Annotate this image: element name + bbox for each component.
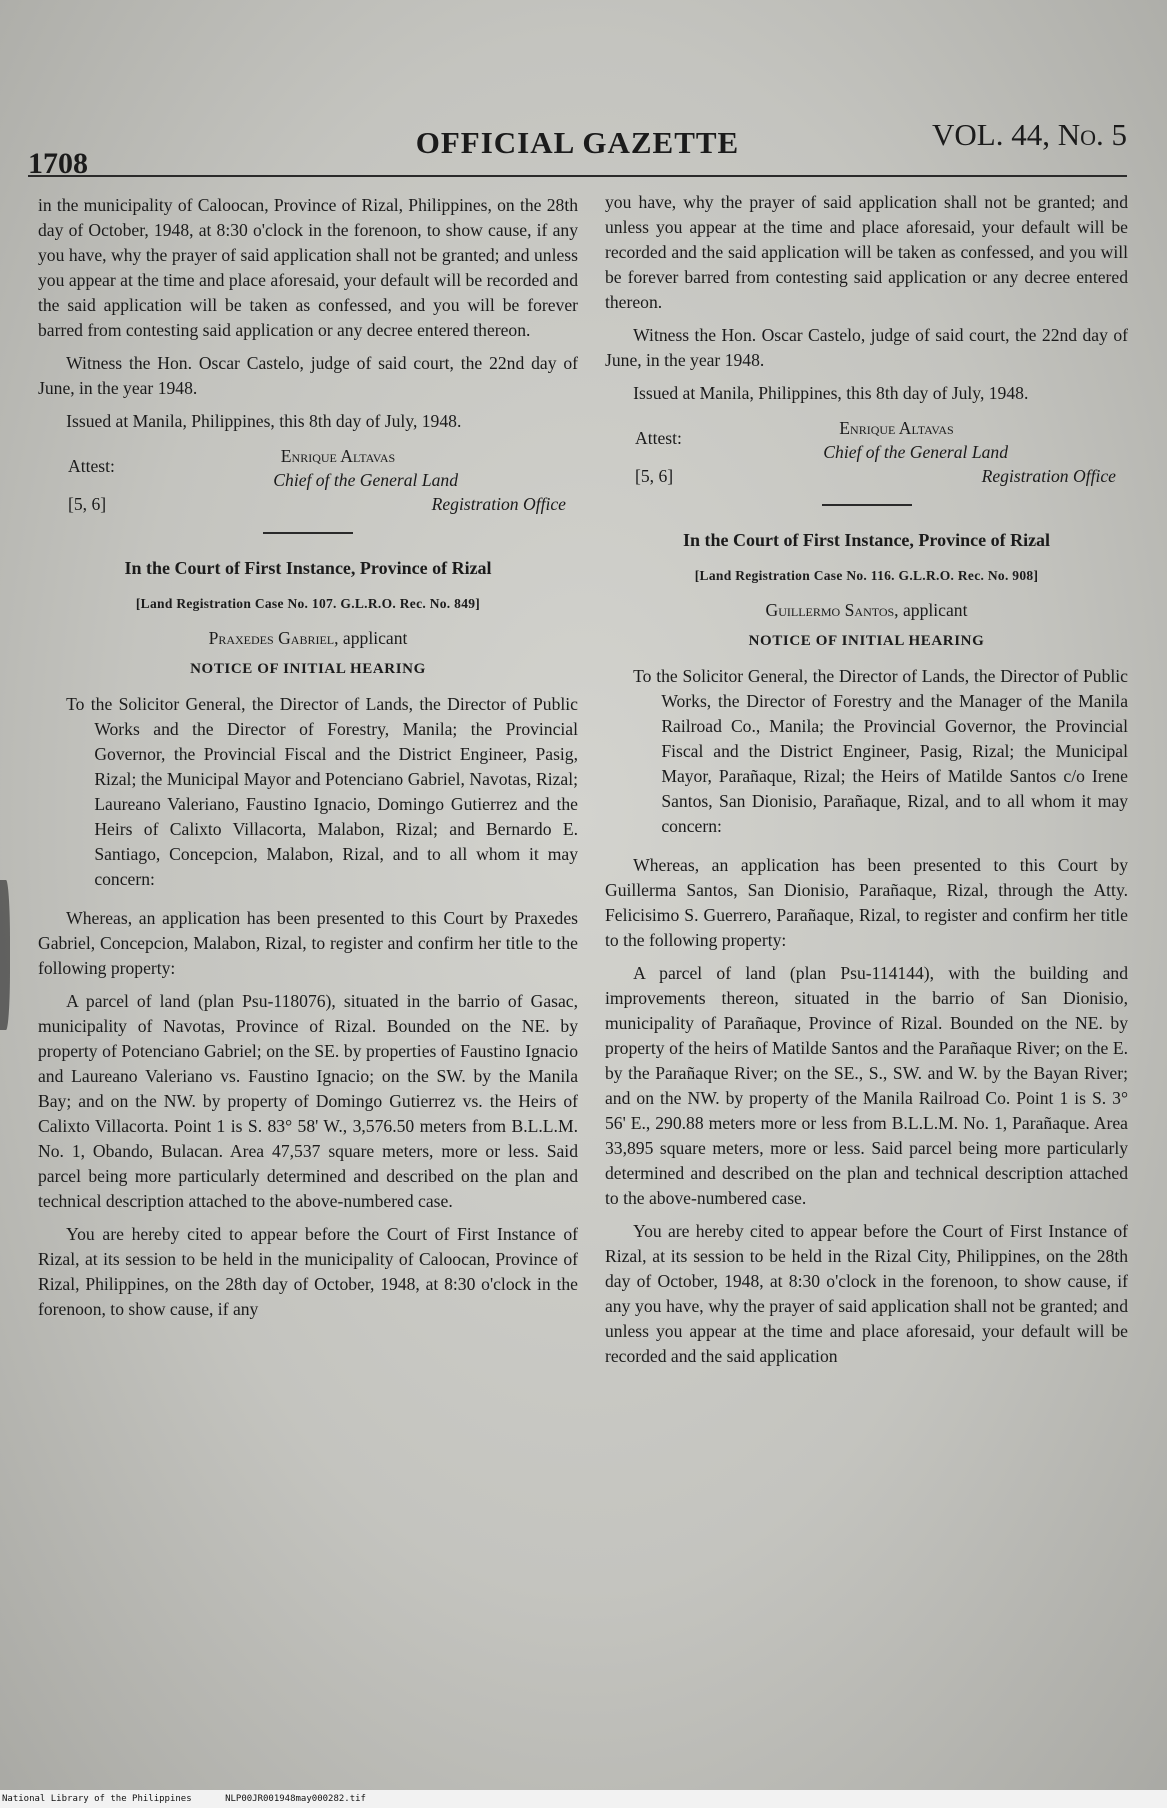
right-court-heading: In the Court of First Instance, Province of Rizal — [682, 530, 1051, 550]
right-applicant-role: applicant — [898, 600, 968, 620]
right-attest-name: Enrique Altavas — [839, 418, 954, 438]
left-issued: Issued at Manila, Philippines, this 8th day of July, 1948. — [66, 411, 462, 431]
binding-shadow — [0, 880, 10, 1030]
left-attest-block — [38, 442, 578, 520]
right-notice-heading: NOTICE OF INITIAL HEARING — [748, 633, 985, 649]
right-citation: You are hereby cited to appear before the Court of First Instance of Rizal, at its session to be held in the Rizal City, Philippines, on the 28th day of October, 1948, at 8:30 o'clock in the forenoon, to show cause, if any you have, why the prayer of said application shall not be granted; and unless you appear at the time and place aforesaid, your default will be recorded and the said application — [605, 1221, 1128, 1366]
right-column — [605, 190, 1128, 1377]
right-attest-label: Attest: — [635, 428, 682, 448]
left-whereas: Whereas, an application has been presented to this Court by Praxedes Gabriel, Concepcion, Malabon, Rizal, to register and confirm her title to the following property: — [38, 908, 578, 978]
footer-library: National Library of the Philippines — [2, 1794, 192, 1804]
right-whereas: Whereas, an application has been presented to this Court by Guillerma Santos, San Dionisio, Parañaque, Rizal, through the Atty. Felicisimo S. Guerrero, Parañaque, Rizal, to register and confirm her title to the following property: — [605, 855, 1128, 950]
left-addressees: To the Solicitor General, the Director of Lands, the Director of Public Works and the Director of Forestry, Manila; the Provincial Governor, the Provincial Fiscal and the District Engineer, Pasig, Rizal; the Municipal Mayor and Potenciano Gabriel, Navotas, Rizal; Laureano Valeriano, Faustino Ignacio, Domingo Gutierrez and the Heirs of Calixto Villacorta, Malabon, Rizal; and Bernardo E. Santiago, Concepcion, Malabon, Rizal, and to all whom it may concern: — [66, 694, 578, 889]
left-court-heading: In the Court of First Instance, Province of Rizal — [124, 558, 492, 578]
left-applicant — [38, 626, 578, 651]
right-parcel-description: A parcel of land (plan Psu-114144), with the building and improvements thereon, situated in the barrio of San Dionisio, municipality of Parañaque, Province of Rizal. Bounded on the NE. by property of the heirs of Matilde Santos and the Parañaque River; on the E. by the Parañaque River; on the SE., S., SW. and W. by the Bayan River; and on the NW. by property of the Manila Railroad Co. Point 1 is S. 3° 56' E., 290.88 meters more or less from B.L.L.M. No. 1, Parañaque. Area 33,895 square meters, more or less. Said parcel being more particularly determined and described on the plan and technical description attached to the above-numbered case. — [605, 963, 1128, 1208]
left-applicant-role: applicant — [338, 628, 408, 648]
left-witness: Witness the Hon. Oscar Castelo, judge of said court, the 22nd day of June, in the year 1948. — [38, 353, 578, 398]
left-column — [38, 193, 578, 1330]
right-continuation: you have, why the prayer of said application shall not be granted; and unless you appear at the time and place aforesaid, your default will be recorded and the said application will be taken as confessed, and you will be forever barred from contesting said application or any decree entered thereon. — [605, 192, 1128, 312]
left-applicant-name: Praxedes Gabriel, — [208, 628, 339, 648]
left-attest-title-line2: Registration Office — [431, 494, 566, 514]
right-attest-ref: [5, 6] — [635, 466, 674, 486]
left-attest-title-line1: Chief of the General Land — [273, 470, 458, 490]
left-parcel-description: A parcel of land (plan Psu-118076), situated in the barrio of Gasac, municipality of Navotas, Province of Rizal. Bounded on the NE. by property of Potenciano Gabriel; on the SE. by properties of Faustino Ignacio and Laureano Valeriano vs. Faustino Ignacio; on the SW. by the Manila Bay; and on the NW. by property of Domingo Gutierrez vs. the Heirs of Calixto Villacorta. Point 1 is S. 83° 58' W., 3,576.50 meters from B.L.L.M. No. 1, Obando, Bulacan. Area 47,537 square meters, more or less. Said parcel being more particularly determined and described on the plan and technical description attached to the above-numbered case. — [38, 991, 578, 1211]
left-notice-heading: NOTICE OF INITIAL HEARING — [190, 661, 426, 677]
left-divider — [263, 532, 353, 534]
right-applicant-name: Guillermo Santos, — [765, 600, 899, 620]
volume-label: VOL. 44, No. 5 — [932, 117, 1127, 152]
page-header — [28, 115, 1127, 180]
right-attest-title-line1: Chief of the General Land — [823, 442, 1008, 462]
left-citation: You are hereby cited to appear before the Court of First Instance of Rizal, at its session to be held in the municipality of Caloocan, Province of Rizal, Philippines, on the 28th day of October, 1948, at 8:30 o'clock in the forenoon, to show cause, if any — [38, 1224, 578, 1319]
left-case-number: [Land Registration Case No. 107. G.L.R.O. Rec. No. 849] — [135, 596, 481, 611]
right-case-number: [Land Registration Case No. 116. G.L.R.O. Rec. No. 908] — [694, 568, 1039, 583]
left-attest-name: Enrique Altavas — [280, 446, 396, 466]
left-continuation: in the municipality of Caloocan, Province of Rizal, Philippines, on the 28th day of October, 1948, at 8:30 o'clock in the forenoon, to show cause, if any you have, why the prayer of said application shall not be granted; and unless you appear at the time and place aforesaid, your default will be recorded and the said application will be taken as confessed, and you will be forever barred from contesting said application or any decree entered thereon. — [38, 195, 578, 340]
right-attest-block — [605, 414, 1128, 492]
right-addressees: To the Solicitor General, the Director of Lands, the Director of Public Works, the Director of Forestry and the Manager of the Manila Railroad Co., Manila; the Provincial Governor, the Provincial Fiscal and the District Engineer, Pasig, Rizal; the Municipal Mayor, Parañaque, Rizal; the Heirs of Matilde Santos c/o Irene Santos, San Dionisio, Parañaque, Rizal, and to all whom it may concern: — [633, 666, 1128, 836]
right-issued: Issued at Manila, Philippines, this 8th day of July, 1948. — [633, 383, 1029, 403]
right-witness: Witness the Hon. Oscar Castelo, judge of said court, the 22nd day of June, in the year 1948. — [605, 325, 1128, 370]
left-attest-ref: [5, 6] — [68, 494, 107, 514]
left-attest-label: Attest: — [68, 456, 115, 476]
page-number: 1708 — [28, 147, 88, 180]
right-attest-title-line2: Registration Office — [981, 466, 1116, 486]
publication-title: OFFICIAL GAZETTE — [415, 125, 740, 160]
scan-footer — [0, 1790, 1167, 1808]
right-applicant — [605, 598, 1128, 623]
footer-filename: NLP00JR001948may000282.tif — [225, 1794, 366, 1804]
right-divider — [822, 504, 912, 506]
